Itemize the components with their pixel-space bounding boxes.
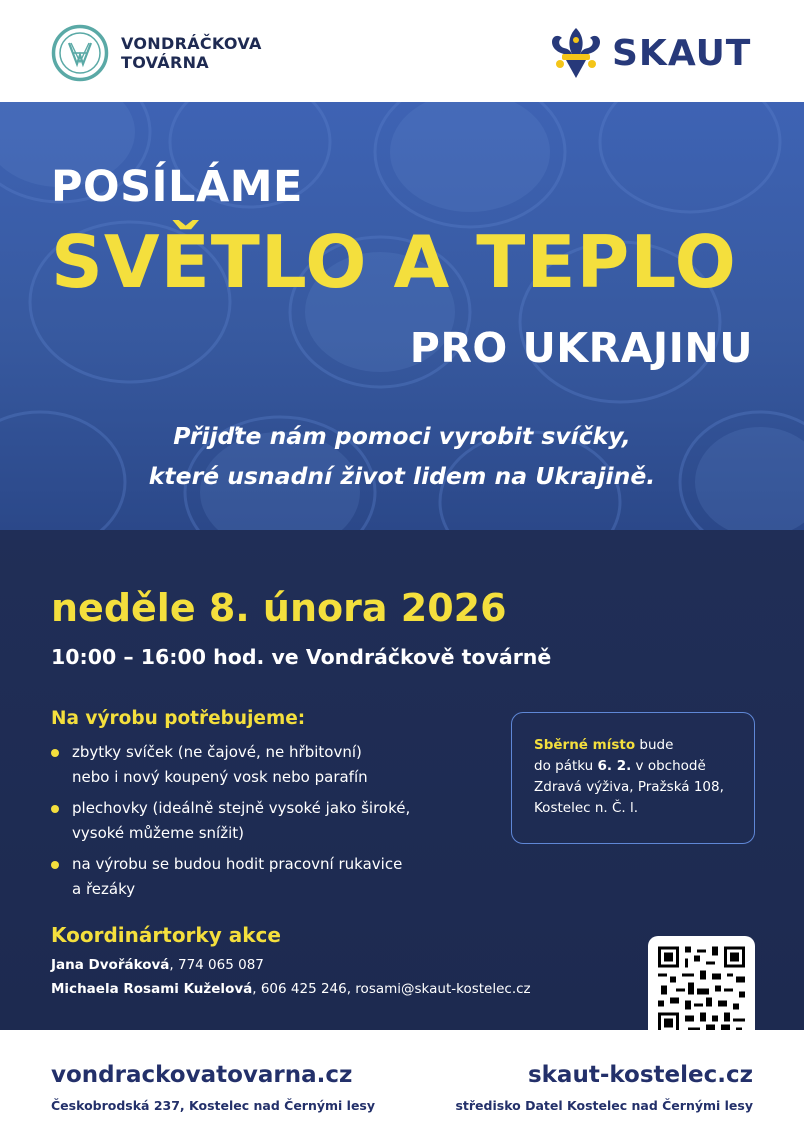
needs-title: Na výrobu potřebujeme: [51,708,306,729]
bullet-icon [51,805,59,813]
logo-left-line2: TOVÁRNA [121,53,209,72]
event-time: 10:00 – 16:00 hod. ve Vondráčkově továrně [51,645,552,669]
coordinators-title: Koordinártorky akce [51,923,281,947]
collection-line4: Kostelec n. Č. l. [534,800,639,816]
title-line2: SVĚTLO A TEPLO [51,220,737,304]
logo-left-line1: VONDRÁČKOVA [121,34,262,53]
qr-code-icon[interactable] [648,936,755,1044]
list-item-line1: na výrobu se budou hodit pracovní rukavice [72,855,403,873]
collection-point-box [511,712,755,844]
footer-right-address: středisko Datel Kostelec nad Černými lesy [455,1098,753,1113]
list-item [51,740,481,790]
list-item-line2: a řezáky [72,880,136,898]
collection-line2-post: v obchodě [631,758,706,774]
collection-line2-bold: 6. 2. [597,758,632,774]
skaut-logo [548,24,751,82]
title-line1: POSÍLÁME [51,162,303,212]
coordinator-contact: , 774 065 087 [169,957,264,973]
coordinator-2 [51,981,531,997]
logo-right-text: SKAUT [612,32,752,74]
vondrackova-tovarna-logo [51,24,262,82]
hero-banner [0,102,804,530]
list-item [51,796,481,846]
list-item [51,852,481,902]
coordinator-name: Michaela Rosami Kuželová [51,981,253,997]
coordinator-contact: , 606 425 246, rosami@skaut-kostelec.cz [252,981,531,997]
collection-highlight: Sběrné místo [534,737,636,753]
subtitle-line1: Přijďte nám pomoci vyrobit svíčky, [173,422,631,450]
vondrackova-tovarna-logo-icon [51,24,109,82]
list-item-line2: vysoké můžeme snížit) [72,824,244,842]
footer-right-link[interactable]: skaut-kostelec.cz [527,1062,753,1088]
bullet-icon [51,749,59,757]
needs-list [51,740,481,908]
subtitle-line2: které usnadní život lidem na Ukrajině. [148,462,656,490]
footer [0,1030,804,1139]
bullet-icon [51,861,59,869]
collection-line1-rest: bude [635,737,674,753]
coordinator-name: Jana Dvořáková [51,957,170,973]
footer-left-link[interactable]: vondrackovatovarna.cz [51,1062,353,1088]
list-item-line1: zbytky svíček (ne čajové, ne hřbitovní) [72,743,362,761]
list-item-line2: nebo i nový koupený vosk nebo parafín [72,768,368,786]
collection-line2-pre: do pátku [534,758,598,774]
event-details [0,530,804,1030]
qr-code-graphic [658,946,745,1034]
title-line3: PRO UKRAJINU [409,324,753,372]
skaut-lily-icon [548,24,604,82]
event-date: neděle 8. února 2026 [51,586,507,630]
list-item-line1: plechovky (ideálně stejně vysoké jako široké, [72,799,411,817]
subtitle [0,416,804,496]
header [0,0,804,102]
collection-line3: Zdravá výživa, Pražská 108, [534,779,724,795]
footer-left-address: Českobrodská 237, Kostelec nad Černými lesy [51,1098,376,1113]
coordinator-1 [51,957,264,973]
